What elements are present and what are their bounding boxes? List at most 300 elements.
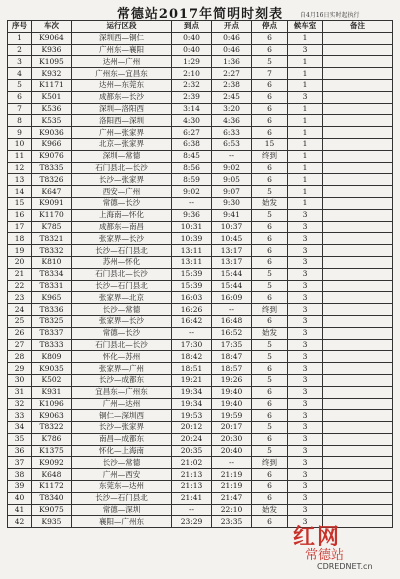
cell-arrive: 1:29 — [172, 56, 212, 68]
table-row — [8, 398, 393, 410]
cell-route: 成都东—长沙 — [72, 91, 172, 103]
watermark-url: CDREDNET.cn — [317, 562, 373, 571]
cell-stop: 5 — [252, 339, 288, 351]
cell-remarks — [323, 292, 393, 304]
cell-stop: 5 — [252, 422, 288, 434]
cell-remarks — [323, 91, 393, 103]
cell-no: 30 — [8, 374, 32, 386]
cell-route: 广州东—襄阳 — [72, 44, 172, 56]
cell-depart: 19:40 — [212, 398, 252, 410]
table-row — [8, 386, 393, 398]
table-row — [8, 197, 393, 209]
cell-stop: 5 — [252, 280, 288, 292]
cell-remarks — [323, 68, 393, 80]
cell-arrive: 19:34 — [172, 398, 212, 410]
cell-waiting-room: 3 — [288, 304, 323, 316]
cell-route: 苏州—怀化 — [72, 256, 172, 268]
cell-no: 20 — [8, 256, 32, 268]
cell-depart: 0:46 — [212, 44, 252, 56]
cell-depart: 2:27 — [212, 68, 252, 80]
cell-stop: 始发 — [252, 504, 288, 516]
cell-stop: 始发 — [252, 327, 288, 339]
table-row — [8, 268, 393, 280]
cell-route: 广州—西安 — [72, 469, 172, 481]
table-row — [8, 150, 393, 162]
cell-stop: 5 — [252, 445, 288, 457]
cell-train: T8340 — [32, 492, 72, 504]
cell-stop: 终到 — [252, 150, 288, 162]
cell-route: 北京—张家界 — [72, 138, 172, 150]
cell-waiting-room: 3 — [288, 351, 323, 363]
cell-arrive: 21:02 — [172, 457, 212, 469]
timetable — [7, 20, 393, 528]
cell-arrive: 16:26 — [172, 304, 212, 316]
cell-arrive: 13:11 — [172, 245, 212, 257]
cell-stop: 6 — [252, 315, 288, 327]
cell-waiting-room: 1 — [288, 186, 323, 198]
cell-train: T8326 — [32, 174, 72, 186]
cell-remarks — [323, 398, 393, 410]
cell-remarks — [323, 481, 393, 493]
cell-remarks — [323, 469, 393, 481]
header-stop: 停点 — [252, 21, 288, 33]
cell-arrive: 16:03 — [172, 292, 212, 304]
cell-waiting-room: 3 — [288, 386, 323, 398]
cell-remarks — [323, 504, 393, 516]
cell-depart: 9:05 — [212, 174, 252, 186]
cell-waiting-room: 1 — [288, 150, 323, 162]
cell-stop: 6 — [252, 103, 288, 115]
cell-depart: 9:30 — [212, 197, 252, 209]
cell-remarks — [323, 197, 393, 209]
cell-remarks — [323, 315, 393, 327]
cell-arrive: 18:51 — [172, 363, 212, 375]
cell-train: T8332 — [32, 245, 72, 257]
cell-remarks — [323, 363, 393, 375]
cell-stop: 5 — [252, 351, 288, 363]
cell-depart: 20:30 — [212, 433, 252, 445]
cell-stop: 7 — [252, 68, 288, 80]
cell-train: T8334 — [32, 268, 72, 280]
cell-stop: 6 — [252, 32, 288, 44]
cell-stop: 15 — [252, 138, 288, 150]
cell-waiting-room: 3 — [288, 445, 323, 457]
cell-waiting-room: 3 — [288, 398, 323, 410]
cell-no: 7 — [8, 103, 32, 115]
cell-depart: 6:33 — [212, 127, 252, 139]
cell-stop: 6 — [252, 127, 288, 139]
cell-no: 2 — [8, 44, 32, 56]
cell-train: T8337 — [32, 327, 72, 339]
watermark-main: 红网 — [293, 525, 342, 550]
cell-waiting-room: 3 — [288, 481, 323, 493]
cell-train: K9036 — [32, 127, 72, 139]
cell-remarks — [323, 162, 393, 174]
cell-waiting-room: 3 — [288, 280, 323, 292]
cell-no: 4 — [8, 68, 32, 80]
cell-arrive: 19:21 — [172, 374, 212, 386]
cell-depart: 15:44 — [212, 280, 252, 292]
cell-stop: 6 — [252, 79, 288, 91]
cell-arrive: 15:39 — [172, 280, 212, 292]
cell-train: K647 — [32, 186, 72, 198]
table-row — [8, 245, 393, 257]
cell-remarks — [323, 339, 393, 351]
table-row — [8, 209, 393, 221]
cell-arrive: 13:11 — [172, 256, 212, 268]
cell-depart: 13:17 — [212, 256, 252, 268]
table-row — [8, 256, 393, 268]
cell-arrive: 4:30 — [172, 115, 212, 127]
cell-no: 27 — [8, 339, 32, 351]
cell-no: 28 — [8, 351, 32, 363]
cell-stop: 5 — [252, 268, 288, 280]
cell-route: 长沙—石门县北 — [72, 245, 172, 257]
cell-route: 长沙—石门县北 — [72, 492, 172, 504]
cell-arrive: 6:38 — [172, 138, 212, 150]
cell-waiting-room: 1 — [288, 79, 323, 91]
cell-arrive: 8:45 — [172, 150, 212, 162]
cell-stop: 6 — [252, 91, 288, 103]
cell-waiting-room: 3 — [288, 457, 323, 469]
cell-train: T8335 — [32, 162, 72, 174]
cell-stop: 6 — [252, 410, 288, 422]
cell-route: 张家界—长沙 — [72, 233, 172, 245]
table-row — [8, 32, 393, 44]
cell-stop: 终到 — [252, 457, 288, 469]
table-row — [8, 374, 393, 386]
cell-stop: 6 — [252, 221, 288, 233]
table-row — [8, 504, 393, 516]
cell-route: 长沙—成都东 — [72, 374, 172, 386]
cell-train: K1172 — [32, 481, 72, 493]
cell-arrive: 18:42 — [172, 351, 212, 363]
table-row — [8, 351, 393, 363]
cell-waiting-room: 3 — [288, 327, 323, 339]
cell-depart: 6:53 — [212, 138, 252, 150]
watermark-logo — [255, 520, 395, 576]
cell-depart: 2:38 — [212, 79, 252, 91]
cell-depart: 2:45 — [212, 91, 252, 103]
cell-arrive: 10:31 — [172, 221, 212, 233]
table-row — [8, 280, 393, 292]
cell-route: 广州—张家界 — [72, 127, 172, 139]
cell-waiting-room: 1 — [288, 162, 323, 174]
cell-arrive: -- — [172, 504, 212, 516]
cell-route: 东莞东—达州 — [72, 481, 172, 493]
cell-no: 34 — [8, 422, 32, 434]
cell-remarks — [323, 186, 393, 198]
cell-depart: 1:36 — [212, 56, 252, 68]
cell-waiting-room: 3 — [288, 245, 323, 257]
cell-arrive: 23:29 — [172, 516, 212, 528]
cell-no: 14 — [8, 186, 32, 198]
cell-waiting-room: 3 — [288, 433, 323, 445]
cell-train: K1096 — [32, 398, 72, 410]
cell-no: 22 — [8, 280, 32, 292]
cell-depart: 13:17 — [212, 245, 252, 257]
cell-remarks — [323, 457, 393, 469]
cell-remarks — [323, 127, 393, 139]
cell-depart: 20:40 — [212, 445, 252, 457]
cell-remarks — [323, 256, 393, 268]
cell-depart: 22:10 — [212, 504, 252, 516]
effective-date-note: 自4月16日实时起执行 — [300, 12, 360, 19]
cell-no: 1 — [8, 32, 32, 44]
cell-stop: 6 — [252, 363, 288, 375]
cell-remarks — [323, 445, 393, 457]
cell-route: 长沙—石门县北 — [72, 280, 172, 292]
cell-waiting-room: 1 — [288, 56, 323, 68]
table-row — [8, 445, 393, 457]
cell-remarks — [323, 150, 393, 162]
cell-waiting-room: 1 — [288, 127, 323, 139]
cell-arrive: 17:30 — [172, 339, 212, 351]
cell-route: 南昌—成都东 — [72, 433, 172, 445]
cell-remarks — [323, 233, 393, 245]
cell-train: K535 — [32, 115, 72, 127]
cell-remarks — [323, 327, 393, 339]
cell-arrive: 9:36 — [172, 209, 212, 221]
cell-remarks — [323, 115, 393, 127]
cell-no: 17 — [8, 221, 32, 233]
cell-remarks — [323, 32, 393, 44]
cell-depart: 15:44 — [212, 268, 252, 280]
cell-stop: 5 — [252, 374, 288, 386]
cell-train: K9092 — [32, 457, 72, 469]
table-row — [8, 469, 393, 481]
cell-no: 12 — [8, 162, 32, 174]
cell-route: 洛阳西—深圳 — [72, 115, 172, 127]
cell-stop: 6 — [252, 492, 288, 504]
table-row — [8, 56, 393, 68]
cell-waiting-room: 3 — [288, 492, 323, 504]
cell-stop: 6 — [252, 433, 288, 445]
cell-remarks — [323, 138, 393, 150]
table-row — [8, 433, 393, 445]
cell-depart: -- — [212, 150, 252, 162]
cell-route: 张家界—广州 — [72, 363, 172, 375]
cell-train: K786 — [32, 433, 72, 445]
cell-arrive: 19:34 — [172, 386, 212, 398]
cell-route: 长沙—张家界 — [72, 422, 172, 434]
cell-depart: 3:20 — [212, 103, 252, 115]
header-waiting-room: 候车室 — [288, 21, 323, 33]
cell-arrive: 21:41 — [172, 492, 212, 504]
cell-depart: 16:52 — [212, 327, 252, 339]
header-row — [8, 21, 393, 33]
cell-depart: 9:07 — [212, 186, 252, 198]
cell-depart: -- — [212, 457, 252, 469]
cell-no: 39 — [8, 481, 32, 493]
cell-train: K936 — [32, 44, 72, 56]
cell-train: K932 — [32, 68, 72, 80]
cell-route: 深圳西—铜仁 — [72, 32, 172, 44]
cell-no: 9 — [8, 127, 32, 139]
cell-remarks — [323, 245, 393, 257]
cell-depart: 18:57 — [212, 363, 252, 375]
cell-depart: 19:40 — [212, 386, 252, 398]
cell-remarks — [323, 422, 393, 434]
cell-route: 上海南—怀化 — [72, 209, 172, 221]
cell-waiting-room: 3 — [288, 256, 323, 268]
cell-no: 23 — [8, 292, 32, 304]
cell-train: K9064 — [32, 32, 72, 44]
cell-route: 长沙—张家界 — [72, 174, 172, 186]
cell-depart: 4:36 — [212, 115, 252, 127]
cell-no: 18 — [8, 233, 32, 245]
cell-arrive: 15:39 — [172, 268, 212, 280]
cell-route: 长沙—常德 — [72, 457, 172, 469]
cell-remarks — [323, 209, 393, 221]
cell-no: 36 — [8, 445, 32, 457]
cell-arrive: 0:40 — [172, 44, 212, 56]
cell-train: K1095 — [32, 56, 72, 68]
cell-waiting-room: 3 — [288, 315, 323, 327]
cell-waiting-room: 1 — [288, 32, 323, 44]
table-row — [8, 162, 393, 174]
table-row — [8, 91, 393, 103]
cell-waiting-room: 1 — [288, 68, 323, 80]
cell-remarks — [323, 268, 393, 280]
cell-arrive: 6:27 — [172, 127, 212, 139]
cell-depart: 23:35 — [212, 516, 252, 528]
cell-remarks — [323, 221, 393, 233]
cell-waiting-room: 3 — [288, 292, 323, 304]
cell-train: T8333 — [32, 339, 72, 351]
cell-arrive: 19:53 — [172, 410, 212, 422]
cell-route: 张家界—北京 — [72, 292, 172, 304]
cell-depart: 19:26 — [212, 374, 252, 386]
table-row — [8, 79, 393, 91]
cell-depart: 10:45 — [212, 233, 252, 245]
cell-train: K536 — [32, 103, 72, 115]
cell-route: 广州东—宜昌东 — [72, 68, 172, 80]
cell-remarks — [323, 433, 393, 445]
cell-no: 10 — [8, 138, 32, 150]
cell-depart: 20:17 — [212, 422, 252, 434]
cell-waiting-room: 3 — [288, 268, 323, 280]
cell-depart: 9:41 — [212, 209, 252, 221]
cell-route: 达州—广州 — [72, 56, 172, 68]
cell-stop: 6 — [252, 481, 288, 493]
cell-arrive: 20:24 — [172, 433, 212, 445]
cell-no: 35 — [8, 433, 32, 445]
cell-waiting-room: 3 — [288, 233, 323, 245]
table-row — [8, 304, 393, 316]
cell-waiting-room: 3 — [288, 410, 323, 422]
table-row — [8, 363, 393, 375]
table-row — [8, 457, 393, 469]
cell-route: 襄阳—广州东 — [72, 516, 172, 528]
cell-arrive: 21:13 — [172, 481, 212, 493]
cell-route: 怀化—上海南 — [72, 445, 172, 457]
cell-remarks — [323, 351, 393, 363]
header-depart: 开点 — [212, 21, 252, 33]
cell-stop: 6 — [252, 162, 288, 174]
header-remarks: 备注 — [323, 21, 393, 33]
cell-route: 石门县北—长沙 — [72, 339, 172, 351]
cell-route: 广州—达州 — [72, 398, 172, 410]
table-row — [8, 44, 393, 56]
cell-arrive: 2:32 — [172, 79, 212, 91]
cell-depart: 10:37 — [212, 221, 252, 233]
cell-train: K9091 — [32, 197, 72, 209]
cell-no: 6 — [8, 91, 32, 103]
cell-train: K785 — [32, 221, 72, 233]
cell-train: K1375 — [32, 445, 72, 457]
cell-arrive: 21:13 — [172, 469, 212, 481]
cell-route: 深圳—洛阳西 — [72, 103, 172, 115]
cell-stop: 5 — [252, 186, 288, 198]
cell-arrive: -- — [172, 327, 212, 339]
cell-train: K9076 — [32, 150, 72, 162]
cell-waiting-room: 3 — [288, 504, 323, 516]
cell-route: 成都东—南昌 — [72, 221, 172, 233]
cell-remarks — [323, 56, 393, 68]
cell-no: 19 — [8, 245, 32, 257]
table-row — [8, 138, 393, 150]
cell-waiting-room: 3 — [288, 469, 323, 481]
cell-train: T8331 — [32, 280, 72, 292]
cell-stop: 6 — [252, 174, 288, 186]
cell-route: 石门县北—长沙 — [72, 268, 172, 280]
cell-no: 16 — [8, 209, 32, 221]
cell-arrive: 20:12 — [172, 422, 212, 434]
cell-remarks — [323, 174, 393, 186]
cell-waiting-room: 3 — [288, 221, 323, 233]
cell-stop: 6 — [252, 386, 288, 398]
header-arrive: 到点 — [172, 21, 212, 33]
table-row — [8, 233, 393, 245]
cell-waiting-room: 3 — [288, 91, 323, 103]
cell-arrive: 10:39 — [172, 233, 212, 245]
cell-arrive: 3:14 — [172, 103, 212, 115]
cell-train: T8321 — [32, 233, 72, 245]
cell-depart: 17:35 — [212, 339, 252, 351]
cell-remarks — [323, 304, 393, 316]
cell-stop: 6 — [252, 398, 288, 410]
cell-waiting-room: 3 — [288, 516, 323, 528]
cell-waiting-room: 1 — [288, 138, 323, 150]
cell-train: K935 — [32, 516, 72, 528]
header-train: 车次 — [32, 21, 72, 33]
cell-route: 达州—东莞东 — [72, 79, 172, 91]
cell-no: 8 — [8, 115, 32, 127]
cell-no: 25 — [8, 315, 32, 327]
cell-train: K9035 — [32, 363, 72, 375]
cell-train: K648 — [32, 469, 72, 481]
table-row — [8, 339, 393, 351]
cell-stop: 6 — [252, 292, 288, 304]
cell-remarks — [323, 410, 393, 422]
cell-route: 常德—长沙 — [72, 327, 172, 339]
cell-remarks — [323, 374, 393, 386]
cell-waiting-room: 3 — [288, 209, 323, 221]
cell-no: 5 — [8, 79, 32, 91]
cell-waiting-room: 1 — [288, 174, 323, 186]
cell-train: K809 — [32, 351, 72, 363]
cell-waiting-room: 1 — [288, 103, 323, 115]
cell-waiting-room: 1 — [288, 115, 323, 127]
cell-stop: 终到 — [252, 304, 288, 316]
cell-remarks — [323, 103, 393, 115]
cell-route: 铜仁—深圳西 — [72, 410, 172, 422]
cell-no: 38 — [8, 469, 32, 481]
table-row — [8, 327, 393, 339]
cell-train: K1171 — [32, 79, 72, 91]
cell-arrive: 8:56 — [172, 162, 212, 174]
